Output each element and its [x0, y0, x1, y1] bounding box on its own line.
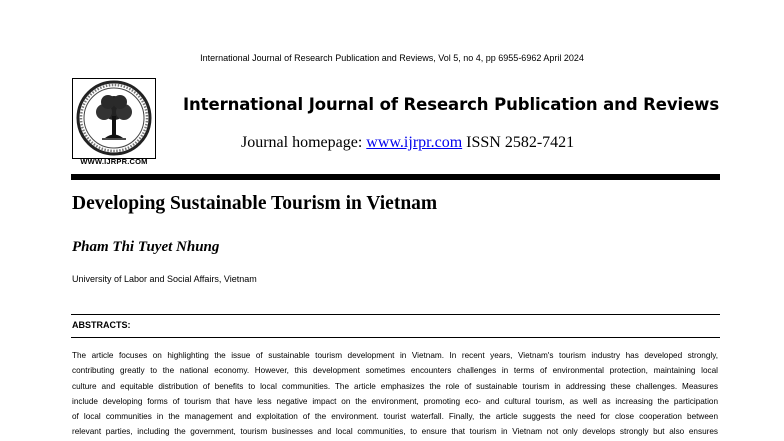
homepage-label: Journal homepage:: [241, 134, 363, 151]
abstract-line: contributing greatly to the national economy. However, this development sometimes encounters challenges in terms of environmental protection, maintaining local: [72, 366, 718, 376]
abstract-line: relevant parties, including the government, tourism businesses and local communities, to ensure that tourism in Vietnam not only develops strongly but also ensures: [72, 427, 718, 437]
abstract-line: include developing forms of tourism that have less negative impact on the environment, promoting eco- and cultural tourism, as well as increasing the participation: [72, 396, 718, 406]
abstract-heading-rule: [71, 337, 720, 338]
running-header: International Journal of Research Publication and Reviews, Vol 5, no 4, pp 6955-6962 April 2024: [200, 53, 584, 63]
abstract-line: The article focuses on highlighting the issue of sustainable tourism development in Vietnam. In recent years, Vietnam's tourism industry has developed strongly,: [72, 351, 718, 360]
logo-caption: WWW.IJRPR.COM: [80, 157, 148, 166]
abstract-line: of local communities in the management and exploitation of the environment. tourist waterfall. Finally, the article suggests the need for close cooperation between: [72, 412, 718, 422]
journal-homepage: [241, 134, 574, 152]
abstract-line: culture and equitable distribution of benefits to local communities. The article emphasizes the role of sustainable tourism in addressing these challenges. Measures: [72, 381, 718, 391]
abstract-body: [72, 348, 718, 440]
author-name: Pham Thi Tuyet Nhung: [72, 239, 220, 255]
paper-title: Developing Sustainable Tourism in Vietnam: [72, 193, 438, 214]
journal-name: International Journal of Research Publication and Reviews: [183, 95, 720, 114]
issn: ISSN 2582-7421: [466, 134, 575, 151]
author-affiliation: University of Labor and Social Affairs, Vietnam: [72, 274, 257, 284]
tree-seal-icon: [72, 78, 156, 168]
abstract-top-rule: [71, 314, 720, 315]
abstract-heading: ABSTRACTS:: [72, 320, 131, 330]
journal-logo: [72, 78, 156, 168]
homepage-link[interactable]: www.ijrpr.com: [366, 134, 463, 151]
header-rule: [71, 174, 720, 180]
